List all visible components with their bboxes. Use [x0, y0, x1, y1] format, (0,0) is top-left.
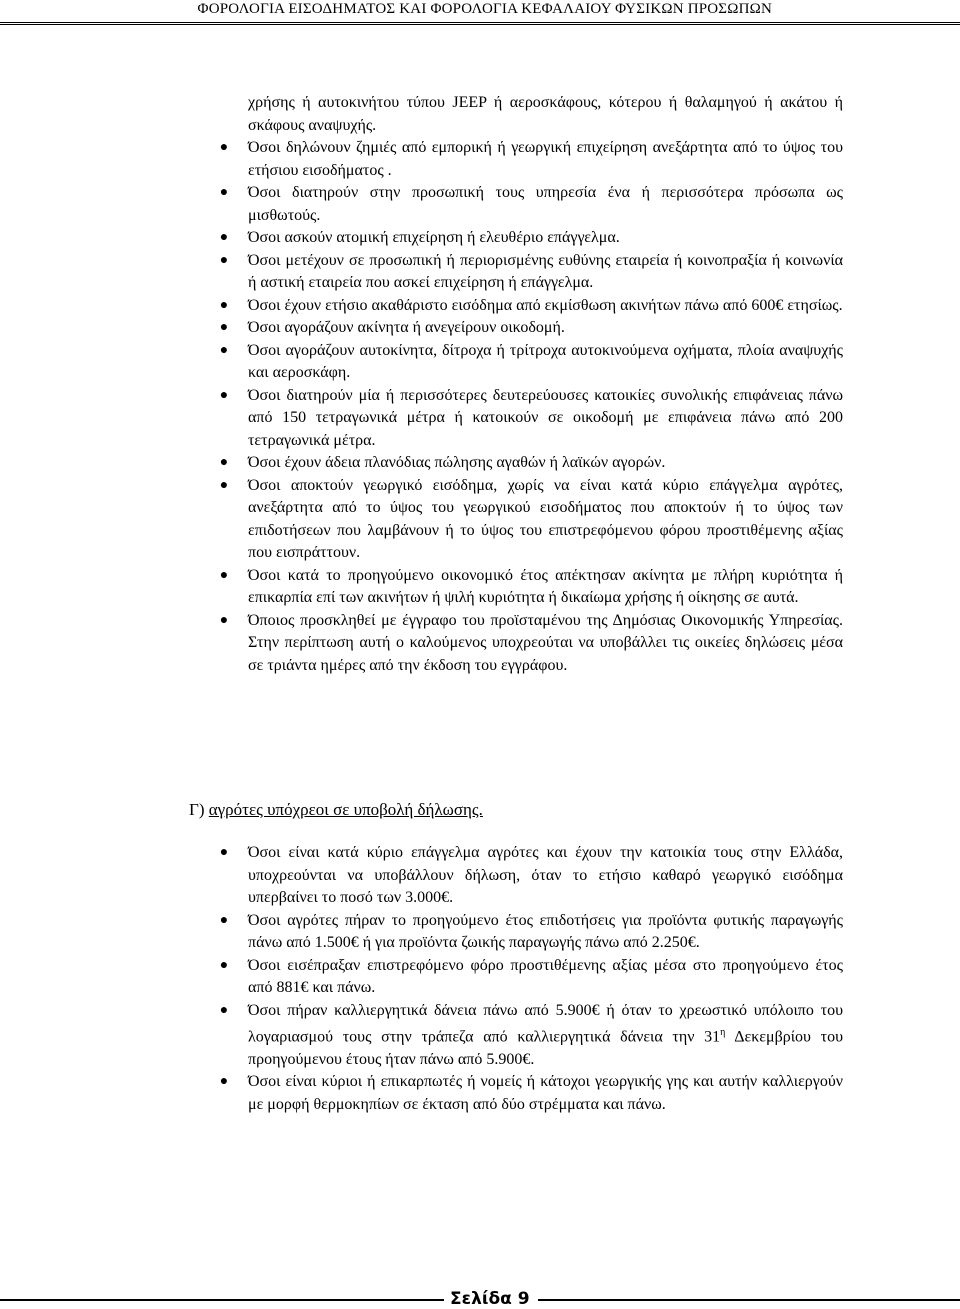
footer-rule-right	[538, 1299, 960, 1301]
list-item: ● Όσοι αγοράζουν αυτοκίνητα, δίτροχα ή τρίτροχα αυτοκινούμενα οχήματα, πλοία αναψυχής και αεροσκάφη.	[0, 340, 960, 385]
list-item: ● Όσοι έχουν άδεια πλανόδιας πώλησης αγαθών ή λαϊκών αγορών.	[0, 452, 960, 475]
bullet-icon: ●	[219, 455, 229, 470]
page-header	[0, 0, 960, 25]
list-item: ● Όσοι διατηρούν μία ή περισσότερες δευτερεύουσες κατοικίες συνολικής επιφάνειας πάνω από 150 τετραγωνικά μέτρα ή κατοικούν σε οικοδομή με επιφάνεια πάνω από 200 τετραγωνικά μέτρα.	[0, 385, 960, 453]
bullet-icon: ●	[219, 845, 229, 860]
bullet-icon: ●	[219, 567, 229, 583]
bullet-icon: ●	[219, 957, 229, 973]
bullet-icon: ●	[219, 297, 229, 313]
list-item: ● Όποιος προσκληθεί με έγγραφο του προϊσταμένου της Δημόσιας Οικονομικής Υπηρεσίας. Στην περίπτωση αυτή ο καλούμενος υποχρεούται να υποβάλλει τις οικείες δηλώσεις μέσα σε τριάντα ημέρες από την έκδοση του εγγράφου.	[0, 610, 960, 678]
bullet-icon: ●	[219, 140, 229, 155]
list-item: ● Όσοι δηλώνουν ζημιές από εμπορική ή γεωργική επιχείρηση ανεξάρτητα από το ύψος του ετήσιου εισοδήματος .	[0, 137, 960, 182]
list-item: ● Όσοι είναι κατά κύριο επάγγελμα αγρότες και έχουν την κατοικία τους στην Ελλάδα, υποχρεούνται να υποβάλλουν δήλωση, όταν το ετήσιο καθαρό γεωργικό εισόδημα υπερβαίνει το ποσό των 3.000€.	[0, 842, 960, 910]
bullet-icon: ●	[219, 912, 229, 928]
bullet-icon: ●	[219, 342, 229, 358]
section-b-list	[0, 92, 960, 677]
list-item: ● Όσοι εισέπραξαν επιστρεφόμενο φόρο προστιθέμενης αξίας μέσα στο προηγούμενο έτος από 881€ και πάνω.	[0, 955, 960, 1000]
list-item: ● Όσοι πήραν καλλιεργητικά δάνεια πάνω από 5.900€ ή όταν το χρεωστικό υπόλοιπο του λογαριασμού τους στην τράπεζα από καλλιεργητικά δάνεια την $31^\eta$ Δεκεμβρίου του προηγούμενου έτους ήταν πάνω από 5.900€.	[0, 1000, 960, 1072]
section-c-title: αγρότες υπόχρεοι σε υποβολή δήλωσης.	[208, 800, 483, 819]
bullet-icon: ●	[219, 252, 229, 268]
section-c-letter: Γ)	[189, 800, 205, 819]
list-item: ● Όσοι αποκτούν γεωργικό εισόδημα, χωρίς να είναι κατά κύριο επάγγελμα αγρότες, ανεξάρτητα από το ύψος του γεωργικού εισοδήματος που αποκτούν ή το ύψος των επιδοτήσεων που λαμβάνουν ή το ύψος του επιστρεφόμενου φόρου προστιθέμενης αξίας που εισπράττουν.	[0, 475, 960, 565]
list-item: ● Όσοι έχουν ετήσιο ακαθάριστο εισόδημα από εκμίσθωση ακινήτων πάνω από 600€ ετησίως.	[0, 295, 960, 318]
list-item: ● Όσοι κατά το προηγούμενο οικονομικό έτος απέκτησαν ακίνητα με πλήρη κυριότητα ή επικαρπία επί των ακινήτων ή ψιλή κυριότητα ή δικαίωμα χρήσης ή οίκησης σε αυτά.	[0, 565, 960, 610]
list-item: ● Όσοι αγρότες πήραν το προηγούμενο έτος επιδοτήσεις για προϊόντα φυτικής παραγωγής πάνω από 1.500€ ή για προϊόντα ζωικής παραγωγής πάνω από 2.250€.	[0, 910, 960, 955]
bullet-icon: ●	[219, 477, 229, 493]
list-item: ● Όσοι ασκούν ατομική επιχείρηση ή ελευθέριο επάγγελμα.	[0, 227, 960, 250]
list-item: ● Όσοι διατηρούν στην προσωπική τους υπηρεσία ένα ή περισσότερα πρόσωπα ως μισθωτούς.	[0, 182, 960, 227]
page-number: Σελίδα 9	[450, 1289, 530, 1309]
list-item: ● Όσοι είναι κύριοι ή επικαρπωτές ή νομείς ή κάτοχοι γεωργικής γης και αυτήν καλλιεργούν με μορφή θερμοκηπίων σε έκταση από δύο στρέμματα και πάνω.	[0, 1071, 960, 1116]
header-title: ΦΟΡΟΛΟΓΙΑ ΕΙΣΟΔΗΜΑΤΟΣ ΚΑΙ ΦΟΡΟΛΟΓΙΑ ΚΕΦΑΛΑΙΟΥ ΦΥΣΙΚΩΝ ΠΡΟΣΩΠΩΝ	[197, 1, 772, 17]
bullet-icon: ●	[219, 387, 229, 403]
list-item: ● Όσοι μετέχουν σε προσωπική ή περιορισμένης ευθύνης εταιρεία ή κοινοπραξία ή κοινωνία ή αστική εταιρεία που ασκεί επιχείρηση ή επάγγελμα.	[0, 250, 960, 295]
list-item: ● Όσοι αγοράζουν ακίνητα ή ανεγείρουν οικοδομή.	[0, 317, 960, 340]
footer-rule-left	[0, 1299, 444, 1301]
bullet-icon: ●	[219, 612, 229, 628]
bullet-icon: ●	[219, 185, 229, 200]
list-item-continuation: χρήσης ή αυτοκινήτου τύπου JEEP ή αεροσκάφους, κότερου ή θαλαμηγού ή ακάτου ή σκάφους αναψυχής.	[248, 94, 843, 134]
bullet-icon: ●	[219, 230, 229, 245]
section-c-heading	[189, 799, 483, 822]
section-c-list	[0, 842, 960, 1116]
bullet-icon: ●	[219, 1074, 229, 1090]
bullet-icon: ●	[219, 320, 229, 335]
bullet-icon: ●	[219, 1002, 229, 1018]
